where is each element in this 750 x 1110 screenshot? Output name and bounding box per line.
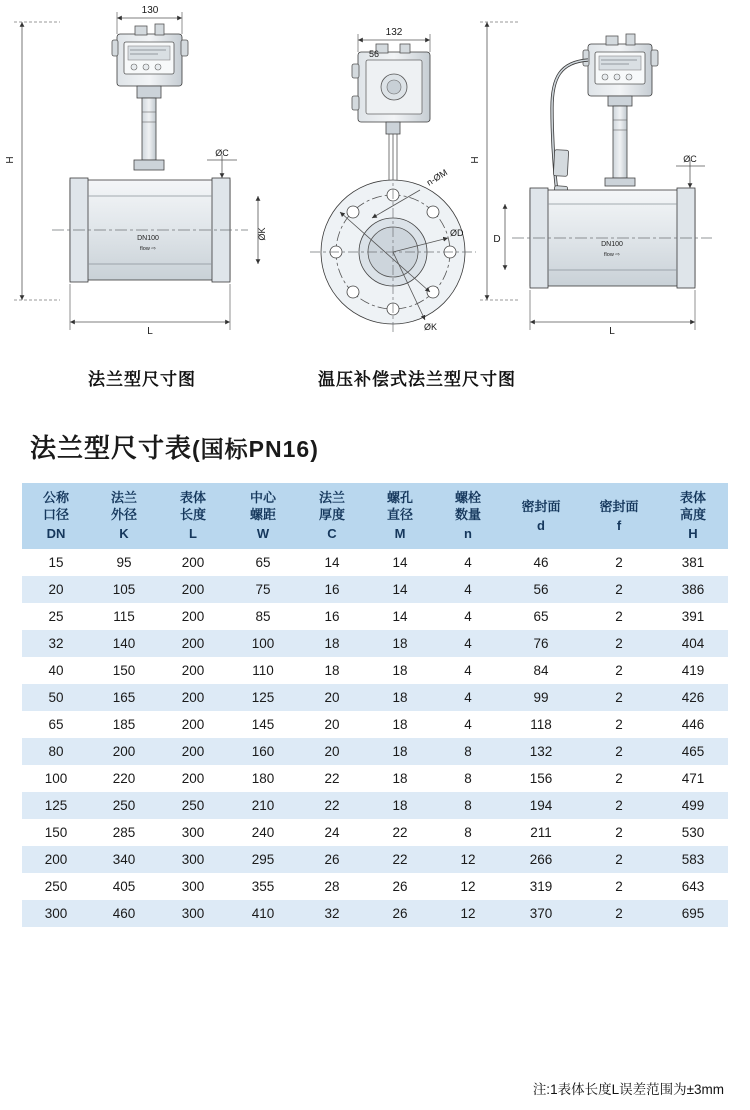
body-text-right: DN100: [601, 241, 623, 248]
table-cell: 50: [22, 684, 90, 711]
dim-label-phi-d: ØD: [450, 228, 464, 238]
table-cell: 250: [158, 792, 228, 819]
dim-label-56: 56: [368, 49, 380, 59]
table-cell: 20: [22, 576, 90, 603]
header-l: [158, 483, 228, 549]
table-cell: 200: [90, 738, 158, 765]
table-cell: 65: [22, 711, 90, 738]
table-cell: 355: [228, 873, 298, 900]
table-cell: 145: [228, 711, 298, 738]
table-cell: 4: [434, 711, 502, 738]
table-cell: 200: [158, 630, 228, 657]
table-cell: 84: [502, 657, 580, 684]
table-cell: 410: [228, 900, 298, 927]
table-cell: 75: [228, 576, 298, 603]
table-cell: 200: [158, 738, 228, 765]
table-row: [22, 846, 728, 873]
table-cell: 105: [90, 576, 158, 603]
table-cell: 32: [22, 630, 90, 657]
table-cell: 194: [502, 792, 580, 819]
dimension-table-wrap: [22, 483, 728, 927]
table-cell: 2: [580, 657, 658, 684]
table-cell: 210: [228, 792, 298, 819]
header-dn-line2: 口径: [42, 507, 69, 523]
table-title-main: 法兰型尺寸表: [30, 433, 193, 463]
table-cell: 150: [22, 819, 90, 846]
table-cell: 156: [502, 765, 580, 792]
table-cell: 18: [366, 738, 434, 765]
table-cell: 240: [228, 819, 298, 846]
table-cell: 250: [22, 873, 90, 900]
table-cell: 426: [658, 684, 728, 711]
header-c-line1: 法兰: [318, 490, 345, 505]
table-cell: 4: [434, 549, 502, 576]
table-cell: 18: [366, 657, 434, 684]
header-dn: [22, 483, 90, 549]
header-n-line1: 螺栓: [454, 490, 481, 505]
table-header-row: [22, 483, 728, 549]
table-cell: 110: [228, 657, 298, 684]
dim-label-n-m: n-ØM: [424, 167, 450, 188]
table-cell: 95: [90, 549, 158, 576]
table-cell: 295: [228, 846, 298, 873]
table-cell: 200: [158, 765, 228, 792]
table-cell: 4: [434, 657, 502, 684]
table-cell: 14: [366, 603, 434, 630]
table-cell: 386: [658, 576, 728, 603]
table-cell: 2: [580, 765, 658, 792]
table-cell: 460: [90, 900, 158, 927]
header-m: [366, 483, 434, 549]
header-n-sym: n: [464, 526, 472, 542]
table-cell: 370: [502, 900, 580, 927]
table-row: [22, 765, 728, 792]
table-cell: 250: [90, 792, 158, 819]
table-cell: 2: [580, 846, 658, 873]
table-cell: 12: [434, 900, 502, 927]
table-row: [22, 603, 728, 630]
table-cell: 160: [228, 738, 298, 765]
table-cell: 471: [658, 765, 728, 792]
table-cell: 20: [298, 711, 366, 738]
table-cell: 185: [90, 711, 158, 738]
table-cell: 285: [90, 819, 158, 846]
header-l-sym: L: [189, 526, 197, 542]
table-cell: 319: [502, 873, 580, 900]
dim-label-phi-k: ØK: [424, 322, 438, 332]
table-title: [30, 428, 319, 465]
table-cell: 26: [366, 873, 434, 900]
table-cell: 12: [434, 846, 502, 873]
table-cell: 15: [22, 549, 90, 576]
table-cell: 16: [298, 603, 366, 630]
table-cell: 8: [434, 819, 502, 846]
table-cell: 2: [580, 630, 658, 657]
table-cell: 18: [366, 684, 434, 711]
table-cell: 118: [502, 711, 580, 738]
table-cell: 220: [90, 765, 158, 792]
table-cell: 200: [158, 684, 228, 711]
table-cell: 20: [298, 738, 366, 765]
table-cell: 115: [90, 603, 158, 630]
table-row: [22, 684, 728, 711]
table-cell: 200: [158, 549, 228, 576]
table-row: [22, 792, 728, 819]
header-w: [228, 483, 298, 549]
table-cell: 200: [158, 657, 228, 684]
table-title-sub: (国标PN16): [192, 436, 319, 462]
table-cell: 530: [658, 819, 728, 846]
table-cell: 25: [22, 603, 90, 630]
table-cell: 300: [22, 900, 90, 927]
header-dn-line1: 公称: [42, 490, 69, 505]
table-cell: 18: [298, 657, 366, 684]
table-cell: 340: [90, 846, 158, 873]
table-cell: 695: [658, 900, 728, 927]
table-cell: 28: [298, 873, 366, 900]
table-cell: 100: [22, 765, 90, 792]
header-k-line2: 外径: [110, 507, 137, 523]
table-cell: 266: [502, 846, 580, 873]
table-cell: 125: [22, 792, 90, 819]
table-cell: 2: [580, 900, 658, 927]
table-cell: 405: [90, 873, 158, 900]
table-cell: 381: [658, 549, 728, 576]
header-w-sym: W: [256, 526, 270, 542]
table-cell: 2: [580, 576, 658, 603]
table-cell: 180: [228, 765, 298, 792]
header-w-line2: 螺距: [249, 507, 276, 523]
table-cell: 211: [502, 819, 580, 846]
table-cell: 583: [658, 846, 728, 873]
table-cell: 2: [580, 549, 658, 576]
table-row: [22, 630, 728, 657]
flow-mark-right: flow ⇨: [604, 252, 620, 258]
table-cell: 12: [434, 873, 502, 900]
table-cell: 2: [580, 603, 658, 630]
table-cell: 14: [298, 549, 366, 576]
table-row: [22, 549, 728, 576]
table-cell: 65: [502, 603, 580, 630]
header-l-line2: 长度: [179, 507, 206, 523]
dimension-drawings-svg: [0, 0, 750, 360]
table-cell: 200: [158, 711, 228, 738]
table-cell: 22: [366, 846, 434, 873]
header-h-sym: H: [688, 526, 698, 542]
table-cell: 2: [580, 792, 658, 819]
body-text-left: DN100: [137, 235, 159, 242]
table-cell: 99: [502, 684, 580, 711]
table-cell: 85: [228, 603, 298, 630]
table-cell: 2: [580, 738, 658, 765]
table-cell: 18: [366, 765, 434, 792]
header-m-line1: 螺孔: [386, 490, 413, 505]
dim-label-l-right: L: [609, 326, 615, 337]
table-cell: 80: [22, 738, 90, 765]
header-w-line1: 中心: [249, 490, 276, 505]
table-cell: 24: [298, 819, 366, 846]
table-cell: 16: [298, 576, 366, 603]
table-body: [22, 549, 728, 927]
table-cell: 465: [658, 738, 728, 765]
table-cell: 20: [298, 684, 366, 711]
table-cell: 65: [228, 549, 298, 576]
table-row: [22, 900, 728, 927]
header-k-line1: 法兰: [110, 490, 137, 505]
table-cell: 125: [228, 684, 298, 711]
header-k-sym: K: [119, 526, 129, 542]
table-cell: 40: [22, 657, 90, 684]
table-cell: 446: [658, 711, 728, 738]
table-cell: 300: [158, 819, 228, 846]
header-d: [502, 483, 580, 549]
table-cell: 2: [580, 711, 658, 738]
dim-label-phic-right: ØC: [683, 154, 697, 164]
table-cell: 4: [434, 603, 502, 630]
table-cell: 132: [502, 738, 580, 765]
table-cell: 391: [658, 603, 728, 630]
table-cell: 140: [90, 630, 158, 657]
table-row: [22, 576, 728, 603]
table-cell: 300: [158, 900, 228, 927]
table-cell: 46: [502, 549, 580, 576]
table-cell: 14: [366, 576, 434, 603]
table-cell: 22: [298, 765, 366, 792]
dimension-table: [22, 483, 728, 927]
header-h: [658, 483, 728, 549]
table-cell: 150: [90, 657, 158, 684]
header-c-sym: C: [327, 526, 337, 542]
table-header: [22, 483, 728, 549]
table-cell: 200: [158, 576, 228, 603]
table-cell: 22: [298, 792, 366, 819]
table-cell: 4: [434, 684, 502, 711]
table-cell: 300: [158, 846, 228, 873]
header-f-line2: 密封面: [599, 498, 639, 514]
table-cell: 2: [580, 873, 658, 900]
table-cell: 76: [502, 630, 580, 657]
table-cell: 14: [366, 549, 434, 576]
header-d-sym: d: [537, 517, 545, 533]
header-f: [580, 483, 658, 549]
header-h-line2: 高度: [679, 507, 706, 523]
table-cell: 26: [366, 900, 434, 927]
table-cell: 22: [366, 819, 434, 846]
dim-label-h-mid: H: [470, 156, 481, 164]
table-row: [22, 873, 728, 900]
table-cell: 26: [298, 846, 366, 873]
table-cell: 18: [298, 630, 366, 657]
dim-label-h-left: H: [5, 156, 16, 164]
table-row: [22, 657, 728, 684]
table-cell: 165: [90, 684, 158, 711]
table-row: [22, 819, 728, 846]
table-cell: 2: [580, 819, 658, 846]
table-cell: 18: [366, 792, 434, 819]
table-cell: 643: [658, 873, 728, 900]
header-c: [298, 483, 366, 549]
table-cell: 200: [22, 846, 90, 873]
table-cell: 8: [434, 765, 502, 792]
header-f-sym: f: [616, 517, 622, 533]
table-cell: 100: [228, 630, 298, 657]
header-c-line2: 厚度: [318, 507, 345, 523]
drawings-area: [0, 0, 750, 400]
table-cell: 18: [366, 711, 434, 738]
table-cell: 499: [658, 792, 728, 819]
table-cell: 300: [158, 873, 228, 900]
header-n: [434, 483, 502, 549]
dim-label-phic-left: ØC: [215, 148, 229, 158]
table-cell: 4: [434, 630, 502, 657]
header-l-line1: 表体: [179, 490, 206, 505]
dim-label-130: 130: [141, 5, 159, 16]
table-cell: 404: [658, 630, 728, 657]
drawing-caption-compensated: 温压补偿式法兰型尺寸图: [318, 370, 516, 389]
table-row: [22, 711, 728, 738]
table-cell: 419: [658, 657, 728, 684]
table-cell: 8: [434, 792, 502, 819]
dim-label-d-right: D: [493, 234, 501, 245]
table-cell: 200: [158, 603, 228, 630]
dim-label-l-left: L: [147, 326, 153, 337]
header-m-line2: 直径: [386, 507, 413, 523]
flow-mark-left: flow ⇨: [140, 246, 156, 252]
table-cell: 4: [434, 576, 502, 603]
table-cell: 2: [580, 684, 658, 711]
table-row: [22, 738, 728, 765]
table-cell: 56: [502, 576, 580, 603]
header-d-line2: 密封面: [521, 498, 561, 514]
table-cell: 8: [434, 738, 502, 765]
header-k: [90, 483, 158, 549]
dim-label-k-left: ØK: [257, 227, 267, 241]
table-cell: 32: [298, 900, 366, 927]
table-cell: 18: [366, 630, 434, 657]
header-m-sym: M: [394, 526, 406, 542]
table-note: 注:1表体长度L误差范围为±3mm: [532, 1082, 724, 1097]
header-dn-sym: DN: [46, 526, 66, 542]
drawing-caption-flange: 法兰型尺寸图: [88, 370, 196, 389]
dim-label-132: 132: [385, 27, 403, 38]
header-n-line2: 数量: [454, 507, 481, 523]
header-h-line1: 表体: [679, 490, 706, 505]
